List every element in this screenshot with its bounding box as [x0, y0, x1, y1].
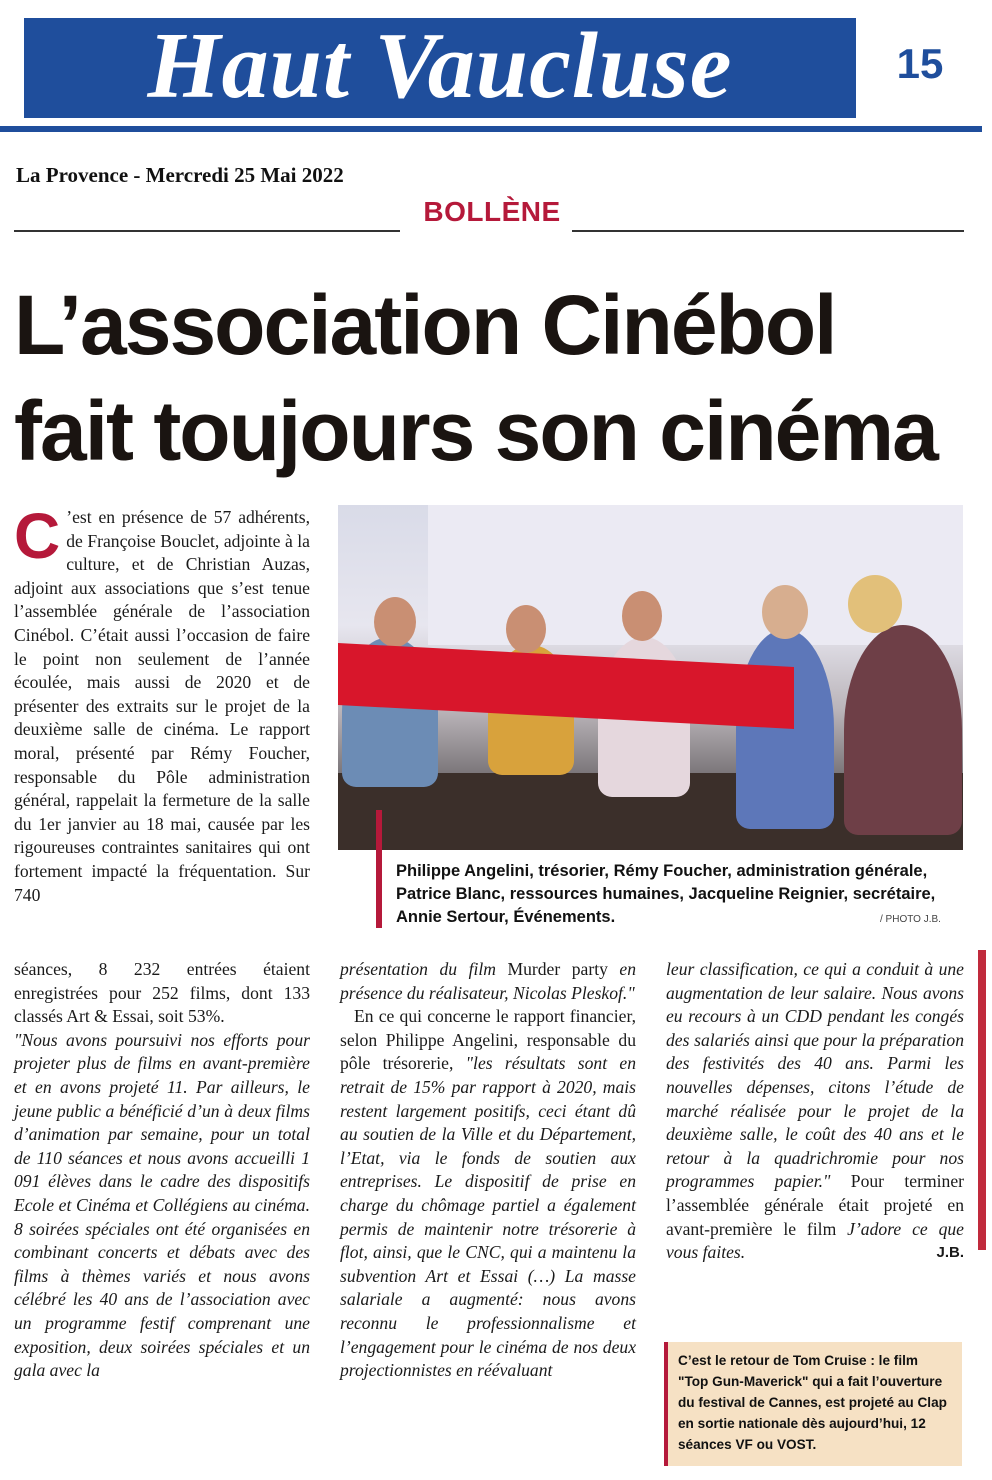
photo-credit: / PHOTO J.B. [880, 914, 941, 925]
section-banner [0, 14, 982, 130]
column-3-quote: leur classification, ce qui a conduit à une augmentation de leur salaire. Nous avons eu recours à un CDD pendant les congés des salariés ainsi que pour la préparation des festivités des 40 ans. Parmi les nouvelles dépenses, citons l’étude de marché réalisée pour le projet de la deuxième salle, le coût des 40 ans et le retour à la quadrichromie pour nos programmes papier." [666, 959, 964, 1192]
rubric-rule-left [14, 230, 400, 232]
page-edge-mark [978, 950, 986, 1250]
article-quote-1: "Nous avons poursuivi nos efforts pour projeter plus de films en avant-première et en avons projeté 11. Par ailleurs, le jeune public a bénéficié d’un à deux films d’animation par semaine, pour un total de 110 séances et nous avons accueilli 1 091 élèves dans le cadre des dispositifs Ecole et Cinéma et Collégiens au cinéma. 8 soirées spéciales ont été organisées en combinant concerts et débats avec des films à thèmes variés et nous avons célébré les 40 ans de l’association avec un programme festif comprenant une exposition, deux soirées spéciales et un gala avec la [14, 1029, 310, 1381]
article-column-1-top [14, 500, 310, 907]
photo-caption: Philippe Angelini, trésorier, Rémy Foucher, administration générale, Patrice Blanc, ressources humaines, Jacqueline Reignier, secrétaire, Annie Sertour, Événements. [396, 862, 936, 926]
headline-line-1: L’association Cinébol [14, 278, 836, 372]
rubric-rule-right [572, 230, 964, 232]
article-stats: séances, 8 232 entrées étaient enregistrées pour 252 films, dont 133 classés Art & Essai, soit 53%. [14, 959, 310, 1027]
financial-quote: "les résultats sont en retrait de 15% par rapport à 2020, mais restent largement positifs, ceci étant dû au soutien de la Ville et du Département, l’Etat, via le fonds de soutien aux entreprises. Le dispositif de prise en charge du chômage partiel a également permis de maintenir notre trésorerie à flot, ainsi, que le CNC, qui a maintenu la subvention Art et Essai (…) La masse salariale a augmenté: nous avons reconnu le professionnalisme et l’engagement pour le cinéma de nos deux projectionnistes en réévaluant [340, 1053, 636, 1381]
person-2-head [506, 605, 546, 653]
article-column-3 [666, 958, 964, 1265]
headline-line-2: fait toujours son cinéma [14, 384, 937, 478]
person-3-head [622, 591, 662, 641]
person-1-head [374, 597, 416, 647]
director-text: en présence du réalisateur, Nicolas Pleskof." [340, 959, 636, 1003]
caption-accent-bar [376, 810, 382, 928]
article-column-1 [14, 958, 310, 1383]
film-title-murder-party: Murder party [495, 959, 620, 979]
article-column-2 [340, 958, 636, 1383]
article-photo [338, 505, 963, 850]
film-title-jadore: J’adore ce que vous faites. [666, 1218, 964, 1263]
headline [14, 272, 974, 484]
rubric-label: BOLLÈNE [423, 196, 561, 227]
banner-underline [0, 126, 982, 132]
info-box-text: C’est le retour de Tom Cruise : le film "Top Gun-Maverick" qui a fait l’ouverture du festival de Cannes, est projeté au Clap en sortie nationale dès aujourd’hui, 12 séances VF ou VOST. [678, 1353, 947, 1452]
page-number: 15 [896, 40, 944, 87]
drop-cap: C [14, 500, 61, 572]
person-5-head [848, 575, 902, 633]
financial-intro: En ce qui concerne le rapport financier, selon Philippe Angelini, responsable du pôle trésorerie, [340, 1006, 636, 1074]
person-4 [736, 629, 834, 829]
person-4-head [762, 585, 808, 639]
film-presentation-text: présentation du film [340, 959, 496, 979]
dateline: La Provence - Mercredi 25 Mai 2022 [16, 163, 344, 187]
person-5 [844, 625, 962, 835]
closing-text: Pour terminer l’assemblée générale était projeté en avant-première le film [666, 1171, 964, 1239]
author-signature: J.B. [936, 1244, 964, 1262]
article-intro: ’est en présence de 57 adhérents, de Françoise Bouclet, adjointe à la culture, et de Christian Auzas, adjoint aux associations que s’est tenue l’assemblée générale de l’association Cinébol. C’était aussi l’occasion de faire le point non seulement de l’année écoulée, mais aussi de 2020 et de présenter des extraits sur le projet de la deuxième salle de cinéma. Le rapport moral, présenté par Rémy Foucher, responsable du Pôle administration général, rappelait la fermeture de la salle du 1er janvier au 18 mai, causée par les rigoureuses contraintes sanitaires qui ont fortement impacté la fréquentation. Sur 740 [14, 507, 310, 905]
info-box [664, 1342, 962, 1466]
section-title: Haut Vaucluse [147, 14, 733, 118]
